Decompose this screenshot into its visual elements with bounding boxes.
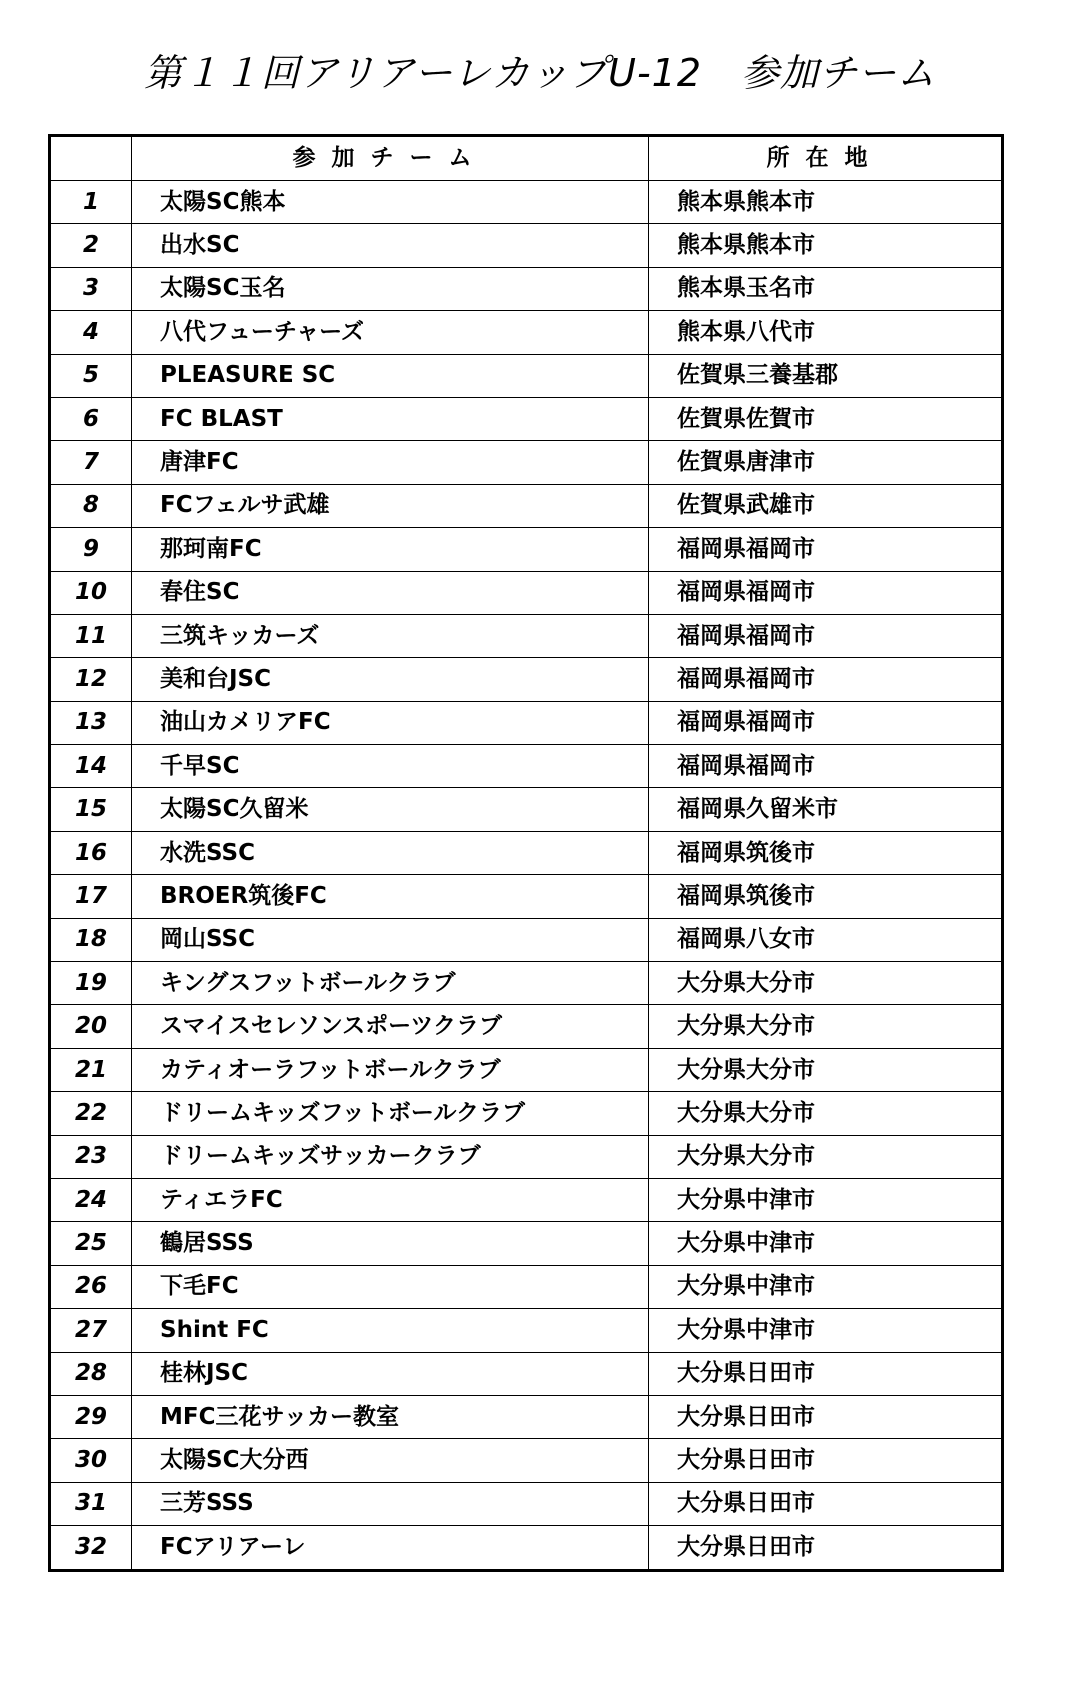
row-number: 25 <box>50 1222 132 1265</box>
table-row <box>50 1178 1003 1221</box>
row-number: 6 <box>50 397 132 440</box>
team-name-cell: Shint FC <box>132 1309 649 1352</box>
header-number <box>50 136 132 181</box>
location-cell: 佐賀県三養基郡 <box>649 354 1003 397</box>
row-number: 28 <box>50 1352 132 1395</box>
team-name-cell: 太陽SC玉名 <box>132 267 649 310</box>
location-cell: 福岡県筑後市 <box>649 875 1003 918</box>
location-cell: 福岡県福岡市 <box>649 658 1003 701</box>
team-name-cell: 美和台JSC <box>132 658 649 701</box>
row-number: 13 <box>50 701 132 744</box>
team-name-cell: FC BLAST <box>132 397 649 440</box>
table-row <box>50 1439 1003 1482</box>
row-number: 22 <box>50 1092 132 1135</box>
location-cell: 大分県日田市 <box>649 1395 1003 1438</box>
team-name-cell: MFC三花サッカー教室 <box>132 1395 649 1438</box>
row-number: 19 <box>50 962 132 1005</box>
team-name-cell: 下毛FC <box>132 1265 649 1308</box>
table-header-row <box>50 136 1003 181</box>
team-name-cell: 水洗SSC <box>132 831 649 874</box>
row-number: 5 <box>50 354 132 397</box>
location-cell: 大分県大分市 <box>649 1048 1003 1091</box>
team-name-cell: 春住SC <box>132 571 649 614</box>
table-row <box>50 528 1003 571</box>
team-name-cell: BROER筑後FC <box>132 875 649 918</box>
team-name-cell: 油山カメリアFC <box>132 701 649 744</box>
location-cell: 大分県大分市 <box>649 1092 1003 1135</box>
table-row <box>50 1135 1003 1178</box>
table-row <box>50 1092 1003 1135</box>
table-row <box>50 918 1003 961</box>
row-number: 30 <box>50 1439 132 1482</box>
team-name-cell: ドリームキッズフットボールクラブ <box>132 1092 649 1135</box>
row-number: 2 <box>50 224 132 267</box>
location-cell: 福岡県福岡市 <box>649 528 1003 571</box>
team-name-cell: ティエラFC <box>132 1178 649 1221</box>
location-cell: 大分県大分市 <box>649 1135 1003 1178</box>
team-name-cell: キングスフットボールクラブ <box>132 962 649 1005</box>
table-row <box>50 788 1003 831</box>
location-cell: 福岡県筑後市 <box>649 831 1003 874</box>
team-name-cell: PLEASURE SC <box>132 354 649 397</box>
row-number: 15 <box>50 788 132 831</box>
table-row <box>50 658 1003 701</box>
team-name-cell: 岡山SSC <box>132 918 649 961</box>
location-cell: 大分県大分市 <box>649 1005 1003 1048</box>
team-name-cell: 太陽SC熊本 <box>132 181 649 224</box>
team-name-cell: 桂林JSC <box>132 1352 649 1395</box>
table-row <box>50 1265 1003 1308</box>
table-row <box>50 831 1003 874</box>
row-number: 32 <box>50 1526 132 1570</box>
location-cell: 大分県中津市 <box>649 1178 1003 1221</box>
header-location: 所在地 <box>649 136 1003 181</box>
location-cell: 福岡県福岡市 <box>649 701 1003 744</box>
location-cell: 佐賀県唐津市 <box>649 441 1003 484</box>
table-row <box>50 397 1003 440</box>
row-number: 9 <box>50 528 132 571</box>
table-row <box>50 962 1003 1005</box>
team-name-cell: 出水SC <box>132 224 649 267</box>
table-row <box>50 614 1003 657</box>
table-row <box>50 354 1003 397</box>
row-number: 7 <box>50 441 132 484</box>
location-cell: 福岡県福岡市 <box>649 614 1003 657</box>
row-number: 1 <box>50 181 132 224</box>
table-row <box>50 1395 1003 1438</box>
location-cell: 大分県大分市 <box>649 962 1003 1005</box>
team-table <box>48 134 1004 1572</box>
row-number: 12 <box>50 658 132 701</box>
table-row <box>50 701 1003 744</box>
location-cell: 熊本県玉名市 <box>649 267 1003 310</box>
table-row <box>50 745 1003 788</box>
team-name-cell: FCフェルサ武雄 <box>132 484 649 527</box>
row-number: 29 <box>50 1395 132 1438</box>
location-cell: 佐賀県武雄市 <box>649 484 1003 527</box>
table-row <box>50 571 1003 614</box>
team-name-cell: 那珂南FC <box>132 528 649 571</box>
row-number: 26 <box>50 1265 132 1308</box>
row-number: 20 <box>50 1005 132 1048</box>
location-cell: 大分県日田市 <box>649 1352 1003 1395</box>
team-name-cell: 唐津FC <box>132 441 649 484</box>
team-name-cell: カティオーラフットボールクラブ <box>132 1048 649 1091</box>
row-number: 4 <box>50 311 132 354</box>
row-number: 14 <box>50 745 132 788</box>
row-number: 27 <box>50 1309 132 1352</box>
team-name-cell: FCアリアーレ <box>132 1526 649 1570</box>
location-cell: 熊本県八代市 <box>649 311 1003 354</box>
table-row <box>50 1005 1003 1048</box>
row-number: 24 <box>50 1178 132 1221</box>
location-cell: 大分県中津市 <box>649 1265 1003 1308</box>
location-cell: 福岡県八女市 <box>649 918 1003 961</box>
location-cell: 大分県日田市 <box>649 1439 1003 1482</box>
row-number: 11 <box>50 614 132 657</box>
row-number: 21 <box>50 1048 132 1091</box>
table-row <box>50 1309 1003 1352</box>
table-row <box>50 1482 1003 1525</box>
table-row <box>50 1526 1003 1570</box>
team-name-cell: 千早SC <box>132 745 649 788</box>
location-cell: 佐賀県佐賀市 <box>649 397 1003 440</box>
table-row <box>50 1352 1003 1395</box>
team-name-cell: ドリームキッズサッカークラブ <box>132 1135 649 1178</box>
table-row <box>50 1222 1003 1265</box>
row-number: 23 <box>50 1135 132 1178</box>
team-name-cell: スマイスセレソンスポーツクラブ <box>132 1005 649 1048</box>
header-team: 参加チーム <box>132 136 649 181</box>
location-cell: 大分県中津市 <box>649 1309 1003 1352</box>
location-cell: 福岡県福岡市 <box>649 571 1003 614</box>
team-name-cell: 太陽SC大分西 <box>132 1439 649 1482</box>
row-number: 10 <box>50 571 132 614</box>
team-name-cell: 三筑キッカーズ <box>132 614 649 657</box>
team-name-cell: 鶴居SSS <box>132 1222 649 1265</box>
table-row <box>50 181 1003 224</box>
table-row <box>50 311 1003 354</box>
location-cell: 福岡県久留米市 <box>649 788 1003 831</box>
row-number: 8 <box>50 484 132 527</box>
location-cell: 大分県日田市 <box>649 1526 1003 1570</box>
team-name-cell: 三芳SSS <box>132 1482 649 1525</box>
table-row <box>50 441 1003 484</box>
team-name-cell: 八代フューチャーズ <box>132 311 649 354</box>
location-cell: 大分県中津市 <box>649 1222 1003 1265</box>
page-title: 第１１回アリアーレカップU-12 参加チーム <box>143 51 937 95</box>
table-row <box>50 224 1003 267</box>
row-number: 18 <box>50 918 132 961</box>
location-cell: 大分県日田市 <box>649 1482 1003 1525</box>
location-cell: 福岡県福岡市 <box>649 745 1003 788</box>
row-number: 31 <box>50 1482 132 1525</box>
table-row <box>50 875 1003 918</box>
table-row <box>50 1048 1003 1091</box>
location-cell: 熊本県熊本市 <box>649 224 1003 267</box>
row-number: 3 <box>50 267 132 310</box>
row-number: 16 <box>50 831 132 874</box>
row-number: 17 <box>50 875 132 918</box>
table-row <box>50 484 1003 527</box>
location-cell: 熊本県熊本市 <box>649 181 1003 224</box>
team-name-cell: 太陽SC久留米 <box>132 788 649 831</box>
table-row <box>50 267 1003 310</box>
